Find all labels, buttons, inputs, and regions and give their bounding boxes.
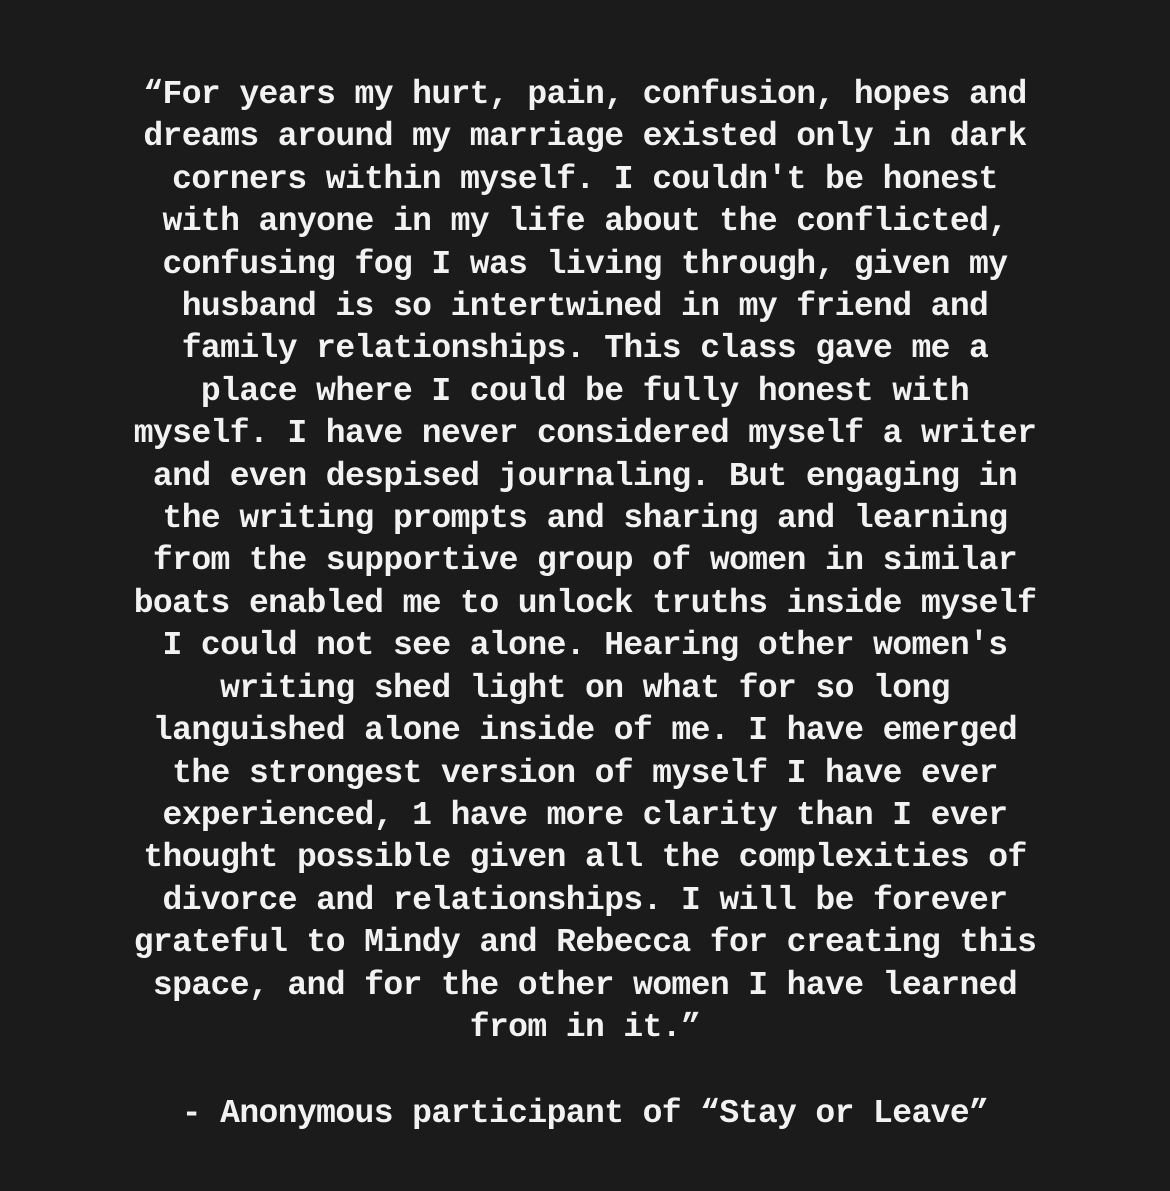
quote-line: and even despised journaling. But engaging in (152, 457, 1018, 495)
quote-line: grateful to Mindy and Rebecca for creating this (133, 924, 1037, 962)
quote-line: the writing prompts and sharing and learning (162, 500, 1008, 538)
quote-line: the strongest version of myself I have ever (172, 754, 998, 792)
quote-line: I could not see alone. Hearing other women's (162, 627, 1008, 665)
quote-line: place where I could be fully honest with (200, 372, 970, 410)
quote-line: writing shed light on what for so long (220, 669, 950, 707)
quote-line: dreams around my marriage existed only in dark (143, 118, 1027, 156)
testimonial-attribution: - Anonymous participant of “Stay or Leave” (181, 1095, 989, 1132)
quote-line: from in it.” (469, 1008, 701, 1046)
quote-line: languished alone inside of me. I have emerged (152, 712, 1018, 750)
testimonial-quote (0, 74, 1170, 1049)
quote-line: husband is so intertwined in my friend and (181, 288, 989, 326)
quote-line: myself. I have never considered myself a writer (133, 415, 1037, 453)
quote-line: “For years my hurt, pain, confusion, hopes and (143, 76, 1027, 113)
quote-line: corners within myself. I couldn't be honest (172, 160, 998, 198)
quote-line: space, and for the other women I have learned (152, 966, 1018, 1004)
quote-line: family relationships. This class gave me a (181, 330, 989, 368)
quote-line: confusing fog I was living through, given my (162, 245, 1008, 283)
quote-line: experienced, 1 have more clarity than I ever (162, 796, 1008, 834)
quote-line: boats enabled me to unlock truths inside myself (133, 584, 1037, 622)
quote-line: from the supportive group of women in similar (152, 542, 1018, 580)
quote-line: with anyone in my life about the conflicted, (162, 203, 1008, 241)
quote-line: divorce and relationships. I will be forever (162, 881, 1008, 919)
quote-line: thought possible given all the complexities of (143, 839, 1027, 877)
